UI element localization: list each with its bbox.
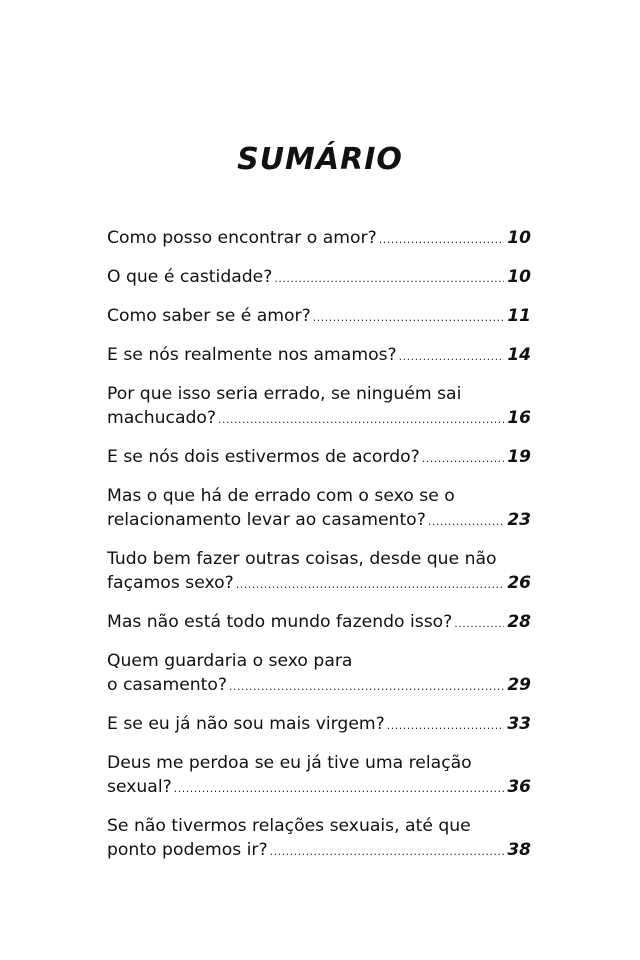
toc-page-number: 14 <box>507 345 531 365</box>
toc-entry-last-line <box>107 571 531 597</box>
toc-entry-title-line: Tudo bem fazer outras coisas, desde que não <box>107 549 497 569</box>
dot-leader <box>274 267 504 291</box>
toc-page-number: 36 <box>507 777 531 797</box>
toc-page-number: 38 <box>507 840 531 860</box>
toc-entry-last-line <box>107 445 531 471</box>
toc-entry-title-line: Quem guardaria o sexo para <box>107 651 353 671</box>
dot-leader <box>454 612 504 636</box>
toc-entry-title-line: Se não tivermos relações sexuais, até que <box>107 816 471 836</box>
toc-entry-title-line: Por que isso seria errado, se ninguém sai <box>107 384 462 404</box>
page-title: SUMÁRIO <box>237 142 403 177</box>
toc-entry-title-line: Deus me perdoa se eu já tive uma relação <box>107 753 472 773</box>
dot-leader <box>387 714 505 738</box>
table-of-contents <box>107 226 531 877</box>
toc-entry <box>107 445 531 471</box>
toc-entry <box>107 814 531 864</box>
toc-entry-last-line <box>107 226 531 252</box>
dot-leader <box>399 345 505 369</box>
toc-entry <box>107 547 531 597</box>
toc-entry-title-line: O que é castidade? <box>107 267 273 287</box>
toc-entry <box>107 712 531 738</box>
dot-leader <box>236 573 505 597</box>
toc-page-number: 33 <box>507 714 531 734</box>
toc-entry-last-line <box>107 508 531 534</box>
toc-entry <box>107 649 531 699</box>
toc-page-number: 29 <box>507 675 531 695</box>
toc-entry-title-line: Mas o que há de errado com o sexo se o <box>107 486 455 506</box>
toc-entry-title-line: Mas não está todo mundo fazendo isso? <box>107 612 453 632</box>
toc-entry-title-line: ponto podemos ir? <box>107 840 268 860</box>
toc-entry-title-line: machucado? <box>107 408 217 428</box>
dot-leader <box>218 408 504 432</box>
toc-entry-title-line: sexual? <box>107 777 172 797</box>
toc-entry <box>107 343 531 369</box>
toc-entry <box>107 610 531 636</box>
toc-page-number: 23 <box>507 510 531 530</box>
toc-page-number: 19 <box>507 447 531 467</box>
dot-leader <box>428 510 505 534</box>
toc-entry-last-line <box>107 265 531 291</box>
toc-entry-title-line: E se eu já não sou mais virgem? <box>107 714 385 734</box>
toc-entry-title-line: relacionamento levar ao casamento? <box>107 510 426 530</box>
toc-entry <box>107 382 531 432</box>
toc-entry-title-line: E se nós realmente nos amamos? <box>107 345 397 365</box>
toc-entry-last-line <box>107 406 531 432</box>
toc-entry-last-line <box>107 673 531 699</box>
toc-entry-last-line <box>107 775 531 801</box>
toc-page-number: 11 <box>507 306 531 326</box>
toc-page-number: 10 <box>507 228 531 248</box>
toc-entry-title-line: o casamento? <box>107 675 228 695</box>
toc-entry-last-line <box>107 343 531 369</box>
toc-entry-last-line <box>107 838 531 864</box>
dot-leader <box>270 840 505 864</box>
dot-leader <box>313 306 505 330</box>
toc-entry-title-line: façamos sexo? <box>107 573 234 593</box>
toc-entry-last-line <box>107 610 531 636</box>
toc-entry <box>107 304 531 330</box>
toc-page-number: 26 <box>507 573 531 593</box>
toc-entry-title-line: E se nós dois estivermos de acordo? <box>107 447 420 467</box>
toc-page-number: 10 <box>507 267 531 287</box>
toc-entry-last-line <box>107 712 531 738</box>
toc-page-number: 28 <box>507 612 531 632</box>
toc-entry-title-line: Como saber se é amor? <box>107 306 311 326</box>
toc-entry-title-line: Como posso encontrar o amor? <box>107 228 377 248</box>
dot-leader <box>379 228 505 252</box>
dot-leader <box>174 777 505 801</box>
dot-leader <box>422 447 505 471</box>
toc-entry <box>107 751 531 801</box>
toc-entry <box>107 226 531 252</box>
toc-entry <box>107 484 531 534</box>
dot-leader <box>229 675 504 699</box>
toc-entry-last-line <box>107 304 531 330</box>
toc-page-number: 16 <box>507 408 531 428</box>
toc-entry <box>107 265 531 291</box>
